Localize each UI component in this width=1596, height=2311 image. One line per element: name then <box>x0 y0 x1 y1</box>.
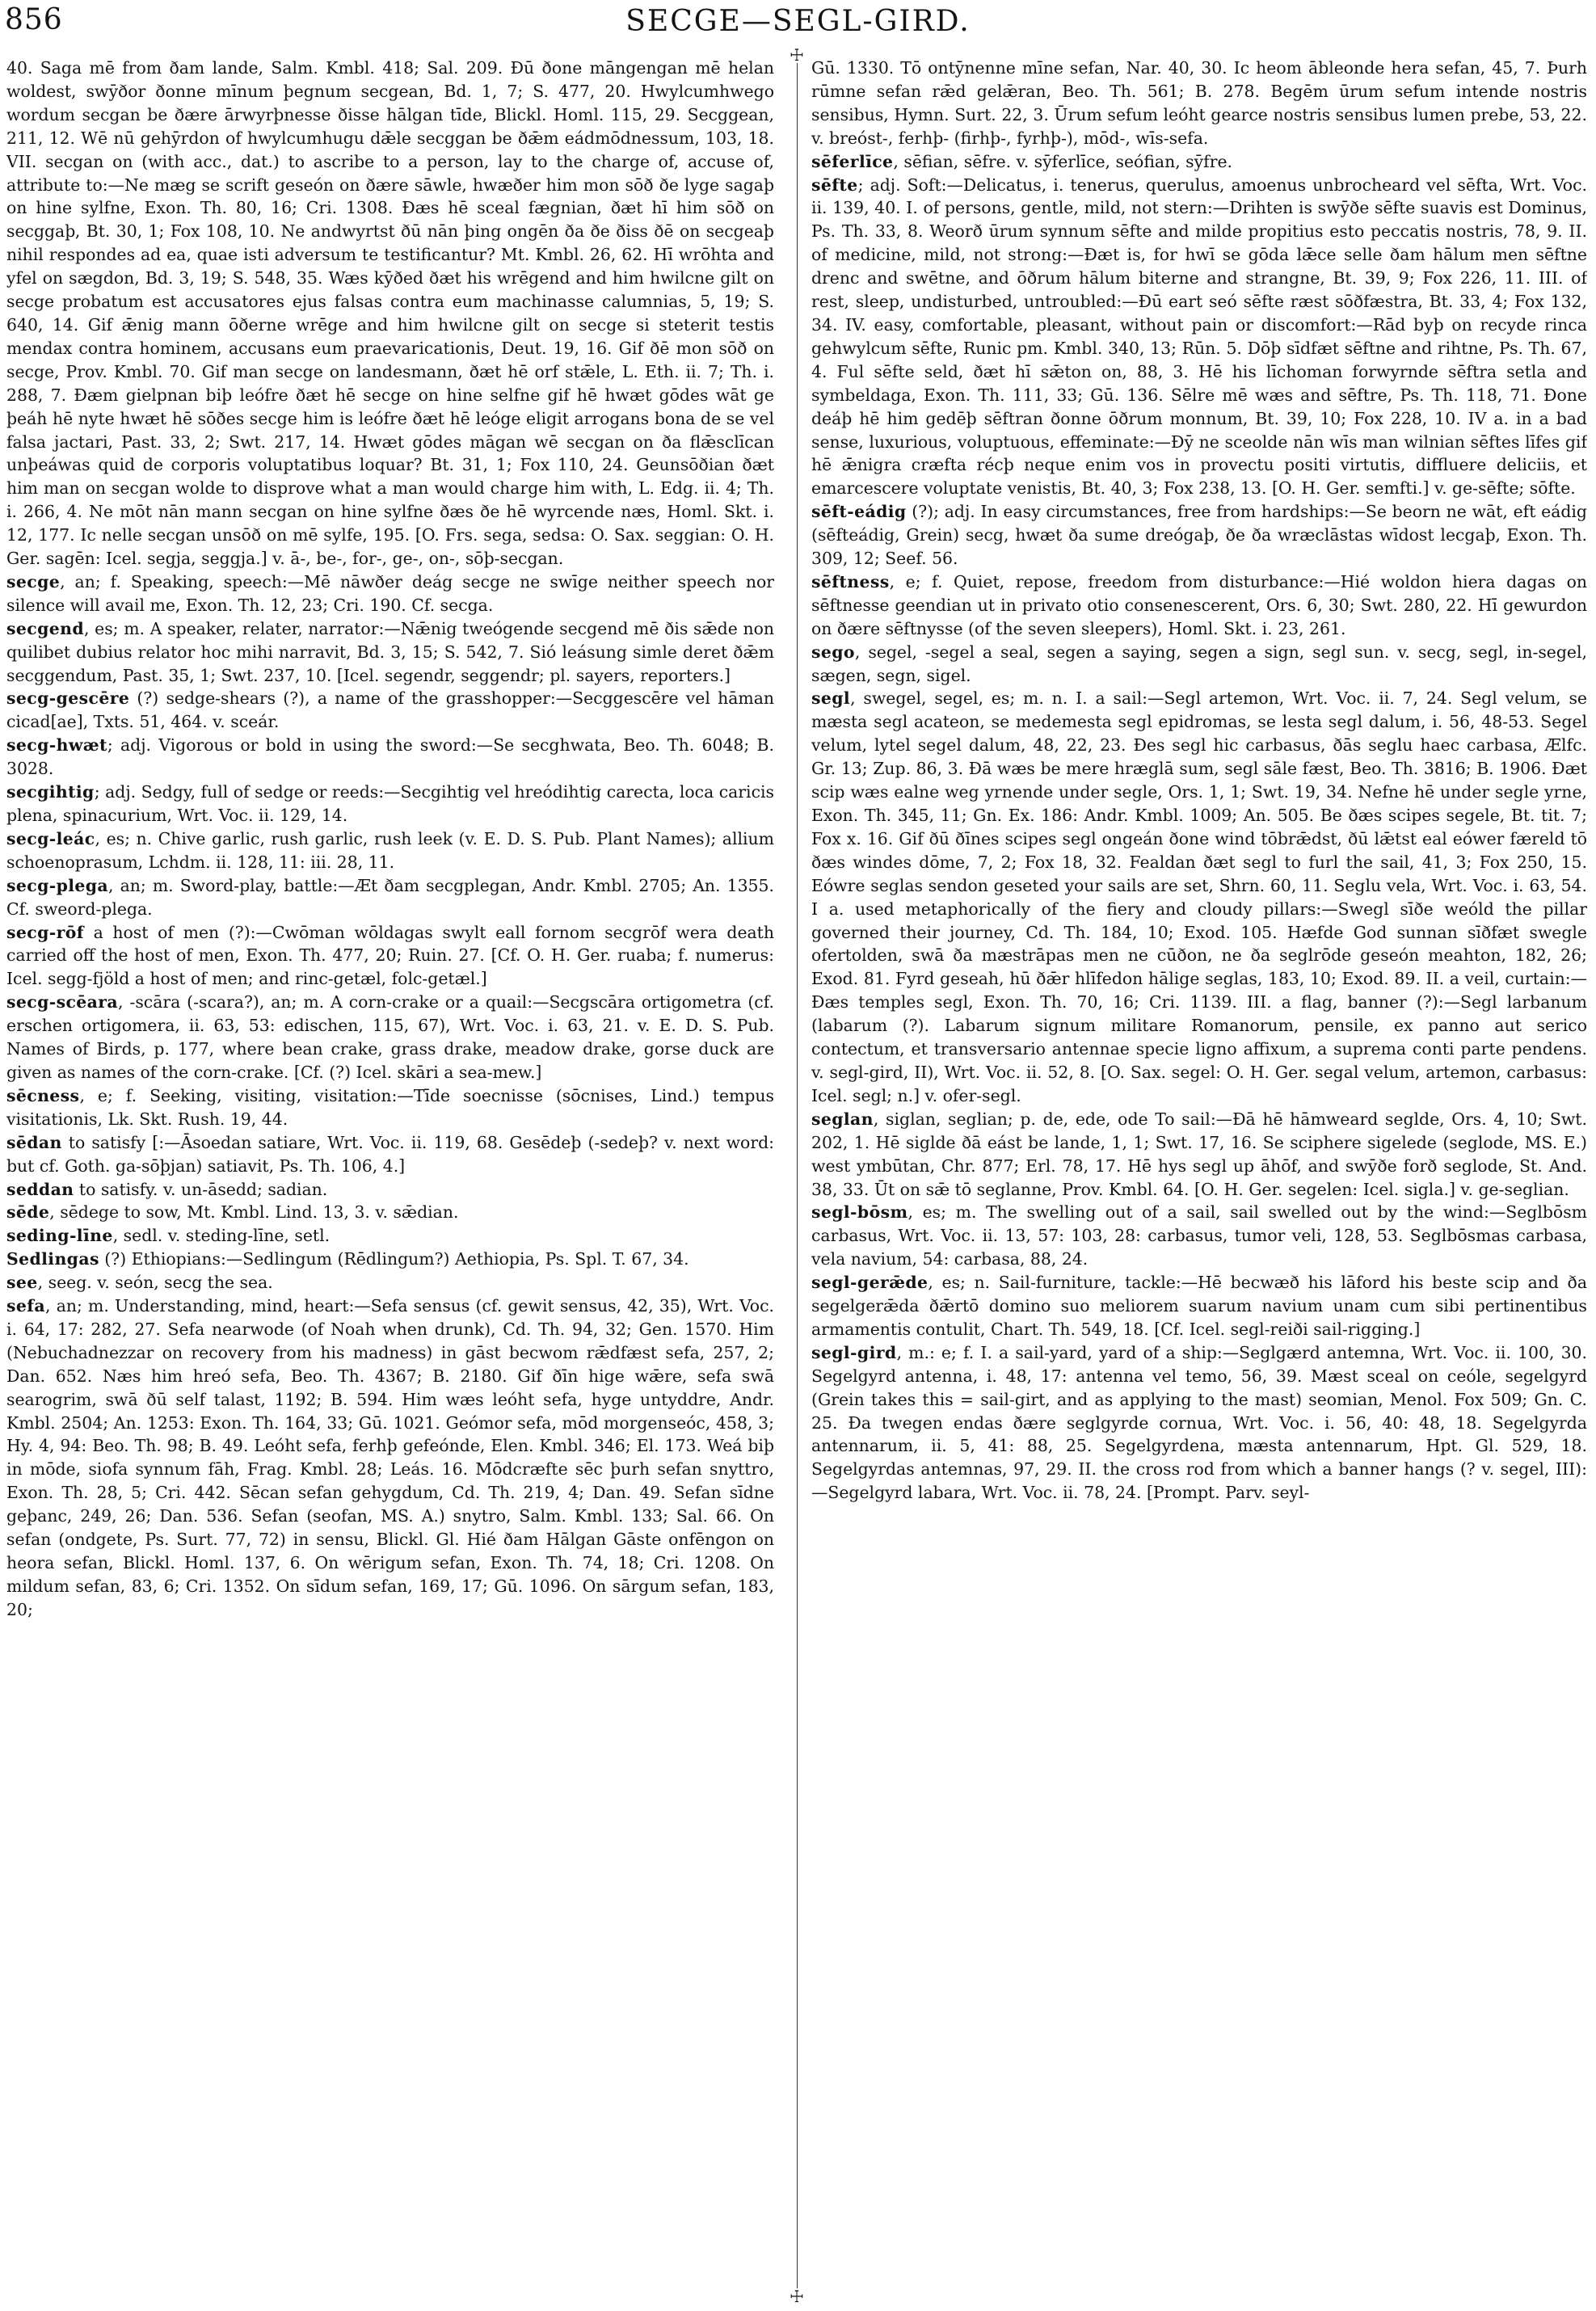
entry-headword: sefa <box>6 1296 46 1316</box>
entry-headword: segl-gerǣde <box>811 1273 929 1293</box>
dictionary-entry <box>6 1084 774 1131</box>
entry-headword: secg-rōf <box>6 922 84 942</box>
dictionary-entry <box>6 1201 774 1224</box>
entry-definition: ; adj. Soft:—Delicatus, i. tenerus, querulus, amoenus unbrocheard vel sēfta, Wrt. Voc. ii. 139, 40. I. of persons, gentle, mild, not stern:—Drihten is swȳðe sēfte suavis est Dominus, Ps. Th. 33, 8. Weorð ūrum synnum sēfte and milde propitius esto peccatis nostris, 78, 9. II. of medicine, mild, not strong:—Ðæt is, for hwī se gōda lǣce selle ðam hālum men sēftne drenc and swētne, and ōðrum hālum biterne and strangne, Bt. 39, 9; Fox 226, 11. III. of rest, sleep, undisturbed, untroubled:—Ðū eart seó sēfte ræst sōðfæstra, Bt. 33, 4; Fox 132, 34. IV. easy, comfortable, pleasant, without pain or discomfort:—Rād byþ on recyde rinca gehwylcum sēfte, Runic pm. Kmbl. 340, 13; Rūn. 5. Dōþ sīdfæt sēftne and rihtne, Ps. Th. 67, 4. Ful sēfte seld, ðæt hī sǣton on, 88, 3. Hē his līchoman forwyrnde sēftra setla and symbeldaga, Exon. Th. 111, 33; Gū. 136. Sēlre mē wæs and sēftre, Ps. Th. 118, 71. Ðone deáþ hē him gedēþ sēftran ðonne ōðrum monnum, Bt. 39, 10; Fox 228, 10. IV a. in a bad sense, luxurious, voluptuous, effeminate:—Ðȳ ne sceolde nān wīs man wilnian sēftes līfes gif hē ǣnigra cræfta récþ neque enim vos in provectu positi virtutis, diffluere deliciis, et emarcescere voluptate venistis, Bt. 40, 3; Fox 238, 13. [O. H. Ger. semfti.] v. ge-sēfte; sōfte. <box>811 175 1587 499</box>
entry-definition: , es; m. A speaker, relater, narrator:—Nǣnig tweógende secgend mē ðis sǣde non quilibet dubius relator hoc mihi narravit, Bd. 3, 15; S. 542, 7. Sió leásung simle deret ðǣm secggendum, Past. 35, 1; Swt. 237, 10. [Icel. segendr, seggendr; pl. sayers, reporters.] <box>6 618 774 685</box>
entry-definition: , m.: e; f. I. a sail-yard, yard of a ship:—Seglgærd antemna, Wrt. Voc. ii. 100, 30. Segelgyrd antenna, i. 48, 17: antenna vel temo, 56, 39. Mæst sceal on ceóle, segelgyrd (Grein takes this = sail-girt, and as applying to the mast) seomian, Menol. Fox 509; Gn. C. 25. Ða twegen endas ðære seglgyrde cornua, Wrt. Voc. i. 56, 40: 48, 18. Segelgyrda antennarum, ii. 5, 41: 88, 25. Segelgyrdena, mæsta antennarum, Hpt. Gl. 529, 18. Segelgyrdas antemnas, 97, 29. II. the cross rod from which a banner hangs (? v. segel, III):—Segelgyrd labara, Wrt. Voc. ii. 78, 24. [Prompt. Parv. seyl- <box>811 1342 1587 1503</box>
entry-definition: , sēdege to sow, Mt. Kmbl. Lind. 13, 3. v. sǣdian. <box>49 1202 459 1223</box>
continuation-text: 40. Saga mē from ðam lande, Salm. Kmbl. 418; Sal. 209. Ðū ðone māngengan mē helan woldest, swȳðor ðonne mīnum þegnum secgean, Bd. 1, 7; S. 477, 20. Hwylcumhwego wordum secgan be ðære ārwyrþnesse ðisse hālgan tīde, Blickl. Homl. 115, 29. Secggean, 211, 12. Wē nū gehȳrdon of hwylcumhugu dǣle secggan be ðǣm eádmōdnessum, 103, 18. VII. secgan on (with acc., dat.) to ascribe to a person, lay to the charge of, accuse of, attribute to:—Ne mæg se scrift geseón on ðære sāwle, hwæðer him mon sōð ðe lyge sagaþ on hine sylfne, Exon. Th. 80, 16; Cri. 1308. Ðæs hē sceal fægnian, ðæt hī him sōð on secggaþ, Bt. 30, 1; Fox 108, 10. Ne andwyrtst ðū nān þing ongēn ða ðe ðiss ðē on secgeaþ nihil respondes ad ea, quae isti adversum te testificantur? Mt. Kmbl. 26, 62. Hī wrōhta and yfel on sægdon, Bd. 3, 19; S. 548, 35. Wæs kȳðed ðæt his wrēgend and him hwilcne gilt on secge probatum est accusatores ejus falsas contra eum machinasse calumnias, 5, 19; S. 640, 14. Gif ǣnig mann ōðerne wrēge and him hwilcne gilt on secge si steterit testis mendax contra hominem, accusans eum praevaricationis, Deut. 19, 16. Gif ðē mon sōð on secge, Prov. Kmbl. 70. Gif man secge on landesmann, ðæt hē orf stǣle, L. Eth. ii. 7; Th. i. 288, 7. Ðæm gielpnan biþ leófre ðæt hē secge on hine selfne gif hē hwæt gōdes wāt ge þeáh hē nyte hwæt hē sōðes secge him is leófre ðæt hē leóge eligit arrogans bona de se vel falsa jactari, Past. 33, 2; Swt. 217, 14. Hwæt gōdes māgan wē secgan on ða flǣsclīcan unþeáwas quid de corporis voluptatibus loquar? Bt. 31, 1; Fox 110, 24. Geunsōðian ðæt him man on secgan wolde to disprove what a man would charge him with, L. Edg. ii. 4; Th. i. 266, 4. Ne mōt nān mann secgan on hine sylfne ðæs ðe hē wyrcende næs, Homl. Skt. i. 12, 177. Ic nelle secgan unsōð on mē sylfe, 195. [O. Frs. sega, sedsa: O. Sax. seggian: O. H. Ger. sagēn: Icel. segja, seggja.] v. ā-, be-, for-, ge-, on-, sōþ-secgan. <box>6 58 774 569</box>
entry-definition: , seeg. v. seón, secg the sea. <box>37 1273 273 1293</box>
column-divider <box>797 48 798 2303</box>
dictionary-entry <box>6 921 774 991</box>
entry-headword: sēferlīce <box>811 151 894 171</box>
entry-headword: secg-plega <box>6 875 109 895</box>
dictionary-entry <box>6 734 774 781</box>
entry-definition: a host of men (?):—Cwōman wōldagas swylt eall fornom secgrōf wera death carried off the host of men, Exon. Th. 477, 20; Ruin. 27. [Cf. O. H. Ger. ruaba; f. numerus: Icel. segg-fjöld a host of men; and rinc-getæl, folc-getæl.] <box>6 922 774 989</box>
dictionary-entry <box>811 174 1587 501</box>
dictionary-entry <box>811 1271 1587 1341</box>
dictionary-entry <box>811 570 1587 641</box>
entry-headword: secgihtig <box>6 782 95 802</box>
page-number: 856 <box>5 3 63 36</box>
entry-headword: secgend <box>6 618 84 638</box>
entry-headword: Sedlingas <box>6 1249 99 1269</box>
entry-headword: see <box>6 1273 38 1293</box>
entry-headword: segl <box>811 688 851 709</box>
dictionary-entry <box>6 1248 774 1271</box>
entry-definition: , es; n. Sail-furniture, tackle:—Hē becwæð his lāford his beste scip and ða segelgerǣda ðǣrtō domino suo meliorem suarum navium unam cum sibi pertinentibus armamentis contulit, Chart. Th. 549, 18. [Cf. Icel. segl-reiði sail-rigging.] <box>811 1273 1587 1339</box>
entry-definition: , an; m. Sword-play, battle:—Æt ðam secgplegan, Andr. Kmbl. 2705; An. 1355. Cf. sweord-plega. <box>6 875 774 919</box>
entry-definition: to satisfy. v. un-āsedd; sadian. <box>74 1179 328 1199</box>
dictionary-entry <box>6 1224 774 1248</box>
dictionary-entry <box>811 1201 1587 1271</box>
entry-headword: seglan <box>811 1109 874 1129</box>
dictionary-entry <box>6 874 774 921</box>
entry-definition: , sēfian, sēfre. v. sȳferlīce, seófian, sȳfre. <box>893 151 1233 171</box>
dictionary-entry <box>6 1271 774 1294</box>
entry-headword: segl-gird <box>811 1342 897 1362</box>
entry-headword: sēde <box>6 1202 50 1223</box>
entry-headword: sēft-eádig <box>811 502 907 522</box>
divider-ornament-bottom: ☩ <box>790 2287 804 2306</box>
dictionary-entry <box>6 1294 774 1622</box>
entry-definition: , segel, -segel a seal, segen a saying, segen a sign, segl sun. v. secg, segl, in-segel, sægen, segn, sigel. <box>811 642 1587 685</box>
entry-headword: secge <box>6 571 61 591</box>
dictionary-entry <box>811 500 1587 570</box>
dictionary-entry <box>811 687 1587 1107</box>
entry-definition: , e; f. Quiet, repose, freedom from disturbance:—Hié woldon hiera dagas on sēftnesse geendian ut in privato otio consenescerent, Ors. 6, 30; Swt. 280, 22. Hī gewurdon on ðære sēftnysse (of the seven sleepers), Homl. Skt. i. 23, 261. <box>811 571 1587 638</box>
divider-ornament-top: ☩ <box>790 45 804 65</box>
dictionary-entry <box>6 781 774 827</box>
page-title: SECGE—SEGL-GIRD. <box>625 5 971 38</box>
entry-definition: , e; f. Seeking, visiting, visitation:—Tīde soecnisse (sōcnises, Lind.) tempus visitationis, Lk. Skt. Rush. 19, 44. <box>6 1085 774 1129</box>
entry-headword: sēdan <box>6 1132 62 1152</box>
entry-definition: , sedl. v. steding-līne, setl. <box>112 1226 331 1246</box>
entry-definition: (?); adj. In easy circumstances, free from hardships:—Se beorn ne wāt, eft eádig (sēfteádig, Grein) secg, hwæt ða sume dreógaþ, ðe ða wræclāstas wīdost lecgaþ, Exon. Th. 309, 12; Seef. 56. <box>811 502 1587 569</box>
running-header <box>0 0 1596 47</box>
dictionary-entry <box>811 150 1587 174</box>
entry-headword: sego <box>811 642 855 662</box>
entry-definition: , swegel, segel, es; m. n. I. a sail:—Segl artemon, Wrt. Voc. ii. 7, 24. Segl velum, se mæsta segl acateon, se medemesta segl epidromas, se lesta segl dalum, i. 56, 48-53. Segel velum, lytel segel dalum, 48, 22, 23. Ðes segl hic carbasus, ðās seglu haec carbasa, Ælfc. Gr. 13; Zup. 86, 3. Ðā wæs be mere hræglā sum, segl sāle fæst, Beo. Th. 3816; B. 1906. Ðæt scip wæs ealne weg yrnende under segle, Ors. 1, 1; Swt. 19, 34. Nefne hē under segle yrne, Exon. Th. 345, 11; Gn. Ex. 186: Andr. Kmbl. 1009; An. 505. Be ðæs scipes segele, Bt. tit. 7; Fox x. 16. Gif ðū ðīnes scipes segl ongeán ðone wind tōbrǣdst, ðū lǣtst eal eówer færeld tō ðæs windes dōme, 7, 2; Fox 18, 32. Fealdan ðæt segl to furl the sail, 41, 3; Fox 250, 15. Eówre seglas sendon geseted your sails are set, Shrn. 60, 11. Seglu vela, Wrt. Voc. i. 63, 54. I a. used metaphorically of the fiery and cloudy pillars:—Swegl sīðe weóld the pillar governed their journey, Cd. Th. 184, 10; Exod. 105. Hæfde God sunnan sīðfæt swegle ofertolden, swā ða mæstrāpas men ne cūðon, ne ða seglrōde geseón meahton, 182, 26; Exod. 81. Fyrd geseah, hū ðǣr hlīfedon hālige seglas, 183, 10; Exod. 89. II. a veil, curtain:—Ðæs temples segl, Exon. Th. 70, 16; Cri. 1139. III. a flag, banner (?):—Segl larbanum (labarum (?). Labarum signum militare Romanorum, pensile, ex panno aut serico contectum, et transversario antennae specie ligno affixum, a suprema conti parte pendens. v. segl-gird, II), Wrt. Voc. ii. 52, 8. [O. Sax. segel: O. H. Ger. segal velum, artemon, carbasus: Icel. segl; n.] v. ofer-segl. <box>811 688 1587 1105</box>
entry-definition: , es; n. Chive garlic, rush garlic, rush leek (v. E. D. S. Pub. Plant Names); allium schoenoprasum, Lchdm. ii. 128, 11: iii. 28, 11. <box>6 828 774 872</box>
entry-definition: , -scāra (-scara?), an; m. A corn-crake or a quail:—Secgscāra ortigometra (cf. erschen ortigomera, ii. 63, 53: edischen, 115, 67), Wrt. Voc. i. 63, 21. v. E. D. S. Pub. Names of Birds, p. 177, where bean crake, grass drake, meadow drake, gorse duck are given as names of the corn-crake. [Cf. (?) Icel. skāri a sea-mew.] <box>6 992 774 1082</box>
entry-definition: ; adj. Sedgy, full of sedge or reeds:—Secgihtig vel hreódihtig carecta, loca caricis plena, spinacurium, Wrt. Voc. ii. 129, 14. <box>6 782 774 825</box>
entry-headword: sēcness <box>6 1085 80 1105</box>
dictionary-entry <box>6 827 774 874</box>
dictionary-entry <box>6 617 774 688</box>
entry-headword: secg-scēara <box>6 992 119 1012</box>
entry-definition: , an; m. Understanding, mind, heart:—Sefa sensus (cf. gewit sensus, 42, 35), Wrt. Voc. i. 64, 17: 282, 27. Sefa nearwode (of Noah when drunk), Cd. Th. 94, 32; Gen. 1570. Him (Nebuchadnezzar on recovery from his madness) in gāst becwom rǣdfæst sefa, 257, 2; Dan. 652. Næs him hreó sefa, Beo. Th. 4367; B. 2180. Gif ðīn hige wǣre, sefa swā searogrim, swā ðū self talast, 1192; B. 594. Him wæs leóht sefa, hyge untyddre, Andr. Kmbl. 2504; An. 1253: Exon. Th. 164, 33; Gū. 1021. Geómor sefa, mōd morgenseóc, 458, 3; Hy. 4, 94: Beo. Th. 98; B. 49. Leóht sefa, ferhþ gefeónde, Elen. Kmbl. 346; El. 173. Weá biþ in mōde, siofa synnum fāh, Frag. Kmbl. 28; Leás. 16. Mōdcræfte sēc þurh sefan snyttro, Exon. Th. 28, 5; Cri. 442. Sēcan sefan gehygdum, Cd. Th. 219, 4; Dan. 49. Sefan sīdne geþanc, 249, 26; Dan. 536. Sefan (seofan, MS. A.) snytro, Salm. Kmbl. 133; Sal. 66. On sefan (ondgete, Ps. Surt. 77, 72) in sensu, Blickl. Gl. Hié ðam Hālgan Gāste onfēngon on heora sefan, Blickl. Homl. 137, 6. On wērigum sefan, Exon. Th. 74, 18; Cri. 1208. On mildum sefan, 83, 6; Cri. 1352. On sīdum sefan, 169, 17; Gū. 1096. On sārgum sefan, 183, 20; <box>6 1296 774 1619</box>
left-column <box>6 57 774 2307</box>
dictionary-entry <box>6 687 774 734</box>
entry-headword: secg-leác <box>6 828 95 848</box>
entry-definition: , siglan, seglian; p. de, ede, ode To sail:—Ðā hē hāmweard seglde, Ors. 4, 10; Swt. 202, 1. Hē siglde ðā eást be lande, 1, 1; Swt. 17, 16. Se sciphere sigelede (seglode, MS. E.) west ymbūtan, Chr. 877; Erl. 78, 17. Hē hys segl up āhōf, and swȳðe forð seglode, St. And. 38, 33. Ūt on sǣ tō seglanne, Prov. Kmbl. 64. [O. H. Ger. segelen: Icel. sigla.] v. ge-seglian. <box>811 1109 1587 1199</box>
entry-headword: secg-hwæt <box>6 735 107 756</box>
dictionary-entry <box>6 570 774 617</box>
entry-headword: seddan <box>6 1179 74 1199</box>
dictionary-entry <box>6 1178 774 1202</box>
entry-headword: seding-līne <box>6 1226 113 1246</box>
right-column <box>811 57 1587 2307</box>
dictionary-entry <box>811 1341 1587 1505</box>
dictionary-entry <box>6 1131 774 1178</box>
entry-headword: sēftness <box>811 571 890 591</box>
dictionary-entry <box>811 641 1587 688</box>
dictionary-entry <box>6 991 774 1084</box>
entry-definition: (?) Ethiopians:—Sedlingum (Rēdlingum?) Aethiopia, Ps. Spl. T. 67, 34. <box>99 1249 689 1269</box>
entry-headword: segl-bōsm <box>811 1202 908 1223</box>
entry-definition: to satisfy [:—Āsoedan satiare, Wrt. Voc. ii. 119, 68. Gesēdeþ (-sedeþ? v. next word: but cf. Goth. ga-sōþjan) satiavit, Ps. Th. 106, 4.] <box>6 1132 774 1176</box>
dictionary-entry <box>811 1108 1587 1202</box>
entry-definition: ; adj. Vigorous or bold in using the sword:—Se secghwata, Beo. Th. 6048; B. 3028. <box>6 735 774 779</box>
entry-definition: (?) sedge-shears (?), a name of the grasshopper:—Secggescēre vel hāman cicad[ae], Txts. 51, 464. v. sceár. <box>6 688 774 732</box>
entry-definition: , an; f. Speaking, speech:—Mē nāwðer deág secge ne swīge neither speech nor silence will avail me, Exon. Th. 12, 23; Cri. 190. Cf. secga. <box>6 571 774 615</box>
entry-definition: , es; m. The swelling out of a sail, sail swelled out by the wind:—Seglbōsm carbasus, Wrt. Voc. ii. 13, 57: 103, 28: carbasus, tumor veli, 128, 53. Seglbōsmas carbasa, vela navium, 54: carbasa, 88, 24. <box>811 1202 1587 1269</box>
continuation-text: Gū. 1330. Tō ontȳnenne mīne sefan, Nar. 40, 30. Ic heom ābleonde hera sefan, 45, 7. Þurh rūmne sefan rǣd gelǣran, Beo. Th. 561; B. 278. Begēm ūrum sefum intende nostris sensibus, Hymn. Surt. 22, 3. Ūrum sefum leóht gearce nostris sensibus lumen prebe, 53, 22. v. breóst-, ferhþ- (firhþ-, fyrhþ-), mōd-, wīs-sefa. <box>811 58 1587 148</box>
entry-headword: secg-gescēre <box>6 688 130 709</box>
entry-headword: sēfte <box>811 175 858 195</box>
